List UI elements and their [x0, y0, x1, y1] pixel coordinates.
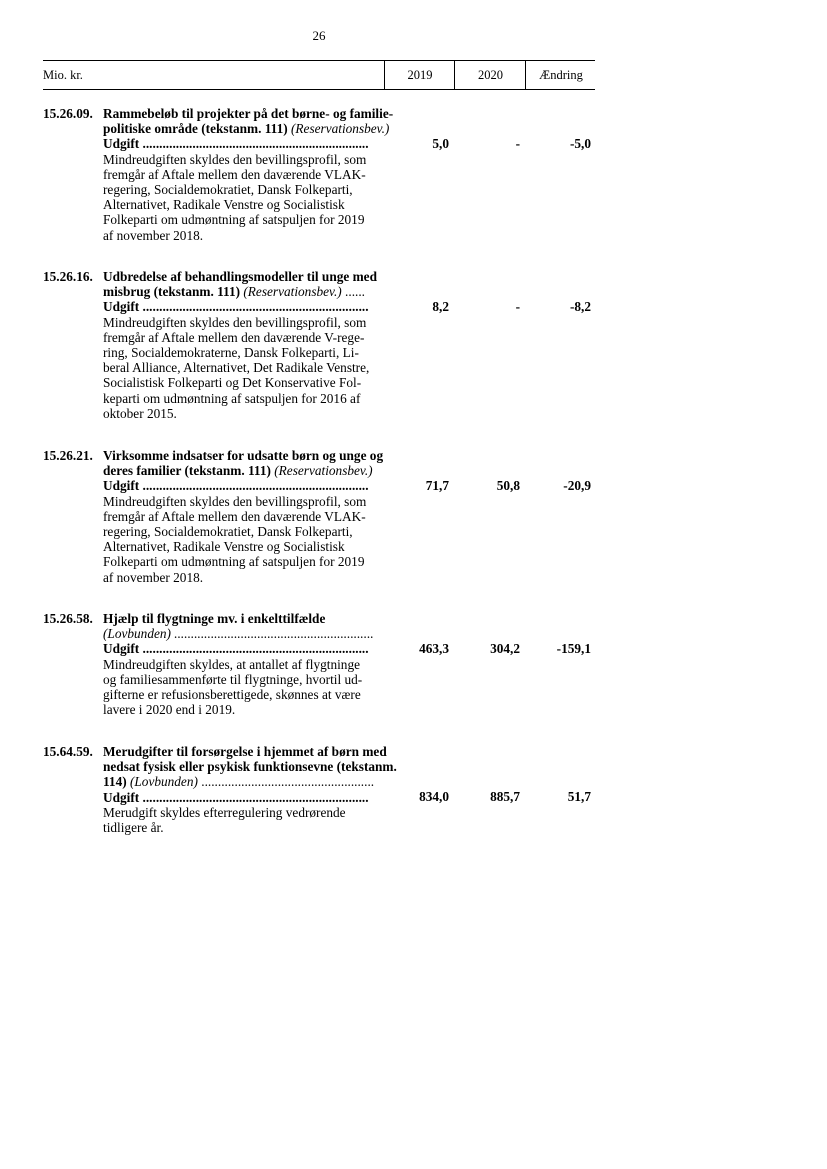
value-2020: -: [515, 299, 520, 314]
explanation: Merudgift skyldes efterregulering vedrørende tidligere år.: [103, 804, 346, 836]
appropriation-type: (Reservationsbev.): [291, 121, 390, 137]
value-2019: 5,0: [432, 136, 449, 151]
account-code: 15.26.21.: [43, 448, 93, 463]
value-2020: 304,2: [490, 641, 520, 656]
value-change: -159,1: [556, 641, 591, 656]
expense-line: Udgift ....................................................................: [103, 641, 369, 657]
value-change: -5,0: [569, 136, 591, 151]
column-header-2019: 2019: [384, 61, 455, 89]
value-2019: 71,7: [425, 478, 449, 493]
account-code: 15.64.59.: [43, 744, 93, 759]
value-2020: 50,8: [496, 478, 520, 493]
explanation: Mindreudgiften skyldes den bevillingsprofil, som fremgår af Aftale mellem den daværende VLAK- regering, Socialdemokratiet, Dansk Folkeparti, Alternativet, Radikale Venstre og Socialistisk Folkeparti om udmøntning af satspuljen for 2019 af november 2018.: [103, 493, 367, 585]
explanation: Mindreudgiften skyldes den bevillingsprofil, som fremgår af Aftale mellem den daværende VLAK- regering, Socialdemokratiet, Dansk Folkeparti, Alternativet, Radikale Venstre og Socialistisk Folkeparti om udmøntning af satspuljen for 2019 af november 2018.: [103, 151, 367, 243]
appropriation-type: (Lovbunden) ............................................................: [103, 626, 374, 642]
account-code: 15.26.16.: [43, 269, 93, 284]
entry-body: [103, 744, 413, 835]
account-code: 15.26.09.: [43, 106, 93, 121]
column-header-2020: 2020: [454, 61, 526, 89]
expense-line: Udgift ....................................................................: [103, 478, 369, 494]
entry-body: [103, 611, 413, 717]
entry-body: [103, 106, 413, 243]
entry-body: [103, 269, 413, 421]
value-2020: 885,7: [490, 789, 520, 804]
value-2019: 463,3: [419, 641, 449, 656]
expense-line: Udgift ....................................................................: [103, 136, 369, 152]
explanation: Mindreudgiften skyldes den bevillingsprofil, som fremgår af Aftale mellem den daværende V-rege- ring, Socialdemokraterne, Dansk Folkeparti, Li- beral Alliance, Alternativet, Det Radikale Venstre, Socialistisk Folkeparti og Det Konservative Fol- keparti om udmøntning af satspuljen for 2016 af oktober 2015.: [103, 314, 370, 421]
entry-title: Virksomme indsatser for udsatte børn og unge og deres familier (tekstanm. 111) (Reservationsbev.): [103, 448, 384, 479]
entry-title: Udbredelse af behandlingsmodeller til unge med misbrug (tekstanm. 111) (Reservationsbev.) ......: [103, 269, 377, 300]
appropriation-type: (Reservationsbev.): [274, 463, 373, 479]
expense-line: Udgift ....................................................................: [103, 299, 369, 315]
explanation: Mindreudgiften skyldes, at antallet af flygtninge og familiesammenførte til flygtninge, hvortil ud- gifterne er refusionsberettigede, skønnes at være lavere i 2020 end i 2019.: [103, 656, 363, 718]
account-code: 15.26.58.: [43, 611, 93, 626]
value-2020: -: [515, 136, 520, 151]
value-change: -20,9: [563, 478, 591, 493]
value-2019: 8,2: [432, 299, 449, 314]
value-2019: 834,0: [419, 789, 449, 804]
appropriation-type: (Lovbunden): [129, 774, 198, 790]
entry-title: Rammebeløb til projekter på det børne- og familie- politiske område (tekstanm. 111) (Reservationsbev.): [103, 106, 394, 137]
entry-title: Hjælp til flygtninge mv. i enkelttilfælde: [103, 611, 326, 626]
page-number: 26: [312, 28, 326, 43]
entry-body: [103, 448, 413, 585]
unit-label: Mio. kr.: [43, 68, 83, 82]
entry-title: Merudgifter til forsørgelse i hjemmet af børn med nedsat fysisk eller psykisk funktionsevne (tekstanm. 114) (Lovbunden) ....................................................: [103, 744, 397, 790]
column-header-change: Ændring: [525, 61, 596, 89]
appropriation-type: (Reservationsbev.): [243, 284, 342, 300]
table-header: [43, 60, 595, 90]
value-change: 51,7: [567, 789, 591, 804]
value-change: -8,2: [569, 299, 591, 314]
expense-line: Udgift ....................................................................: [103, 789, 369, 805]
